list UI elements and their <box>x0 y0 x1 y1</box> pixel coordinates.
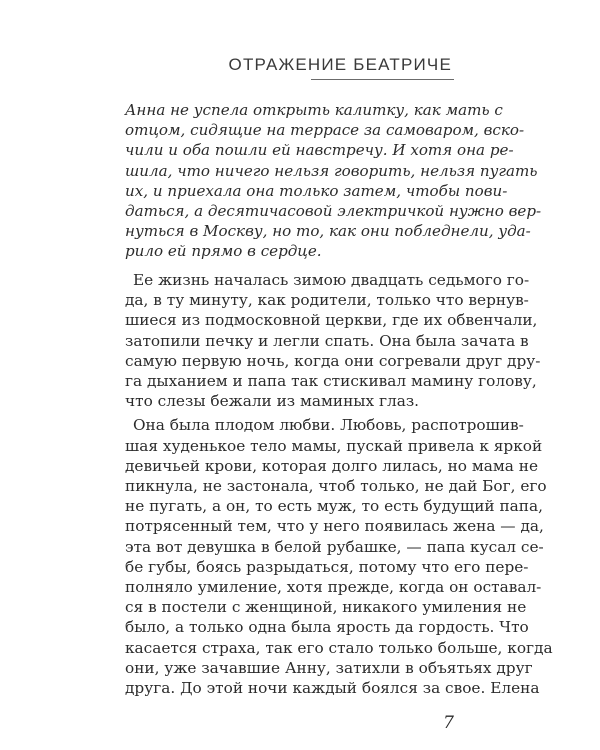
epigraph-line: отцом, сидящие на террасе за самоваром, вско- <box>125 121 525 140</box>
page-number: 7 <box>443 713 454 733</box>
epigraph-line: Анна не успела открыть калитку, как мать с <box>125 101 503 119</box>
body-line: эта вот девушка в белой рубашке, — папа кусал се- <box>125 537 544 556</box>
body-line: да, в ту минуту, как родители, только что вернув- <box>125 291 529 310</box>
body-line: Ее жизнь началась зимою двадцать седьмого го- <box>133 271 530 289</box>
body-line: Она была плодом любви. Любовь, распотрошив- <box>133 416 524 435</box>
body-line: они, уже зачавшие Анну, затихли в объятьях друг <box>125 658 533 677</box>
body-line: шая худенькое тело мамы, пускай привела к яркой <box>125 436 543 455</box>
body-line: ся в постели с женщиной, никакого умиления не <box>125 598 527 617</box>
epigraph-line: нуться в Москву, но то, как они побледнели, уда- <box>125 222 531 241</box>
epigraph-line: чили и оба пошли ей навстречу. И хотя она ре- <box>125 141 514 160</box>
epigraph-line: их, и приехала она только затем, чтобы пови- <box>125 181 508 200</box>
body-line: бе губы, боясь разрыдаться, потому что его пере- <box>125 557 529 576</box>
header-rule <box>311 79 454 80</box>
body-line: друга. До этой ночи каждый боялся за свое. Елена <box>125 679 540 697</box>
body-line: было, а только одна была ярость да гордость. Что <box>125 618 529 637</box>
body-line: пикнула, не застонала, чтоб только, не дай Бог, его <box>125 477 547 495</box>
body-line: полняло умиление, хотя прежде, когда он оставал- <box>125 578 542 596</box>
body-line: не пугать, а он, то есть муж, то есть будущий папа, <box>125 497 543 516</box>
body-line: затопили печку и легли спать. Она была зачата в <box>125 331 529 350</box>
body-line: что слезы бежали из маминых глаз. <box>125 392 420 411</box>
running-header-title: ОТРАЖЕНИЕ БЕАТРИЧЕ <box>228 55 452 74</box>
running-header <box>0 52 600 92</box>
body-line: девичьей крови, которая долго лилась, но мама не <box>125 456 539 475</box>
body-line: га дыханием и папа так стискивал мамину голову, <box>125 372 537 390</box>
epigraph-line: шила, что ничего нельзя говорить, нельзя пугать <box>125 161 538 180</box>
body-line: шиеся из подмосковной церкви, где их обвенчали, <box>125 311 538 330</box>
body-line: потрясенный тем, что у него появилась жена — да, <box>125 517 544 536</box>
epigraph-line: даться, а десятичасовой электричкой нужно вер- <box>125 202 542 220</box>
epigraph-line: рило ей прямо в сердце. <box>125 242 322 261</box>
body-line: касается страха, так его стало только больше, когда <box>125 638 553 657</box>
body-line: самую первую ночь, когда они согревали друг дру- <box>125 351 541 370</box>
